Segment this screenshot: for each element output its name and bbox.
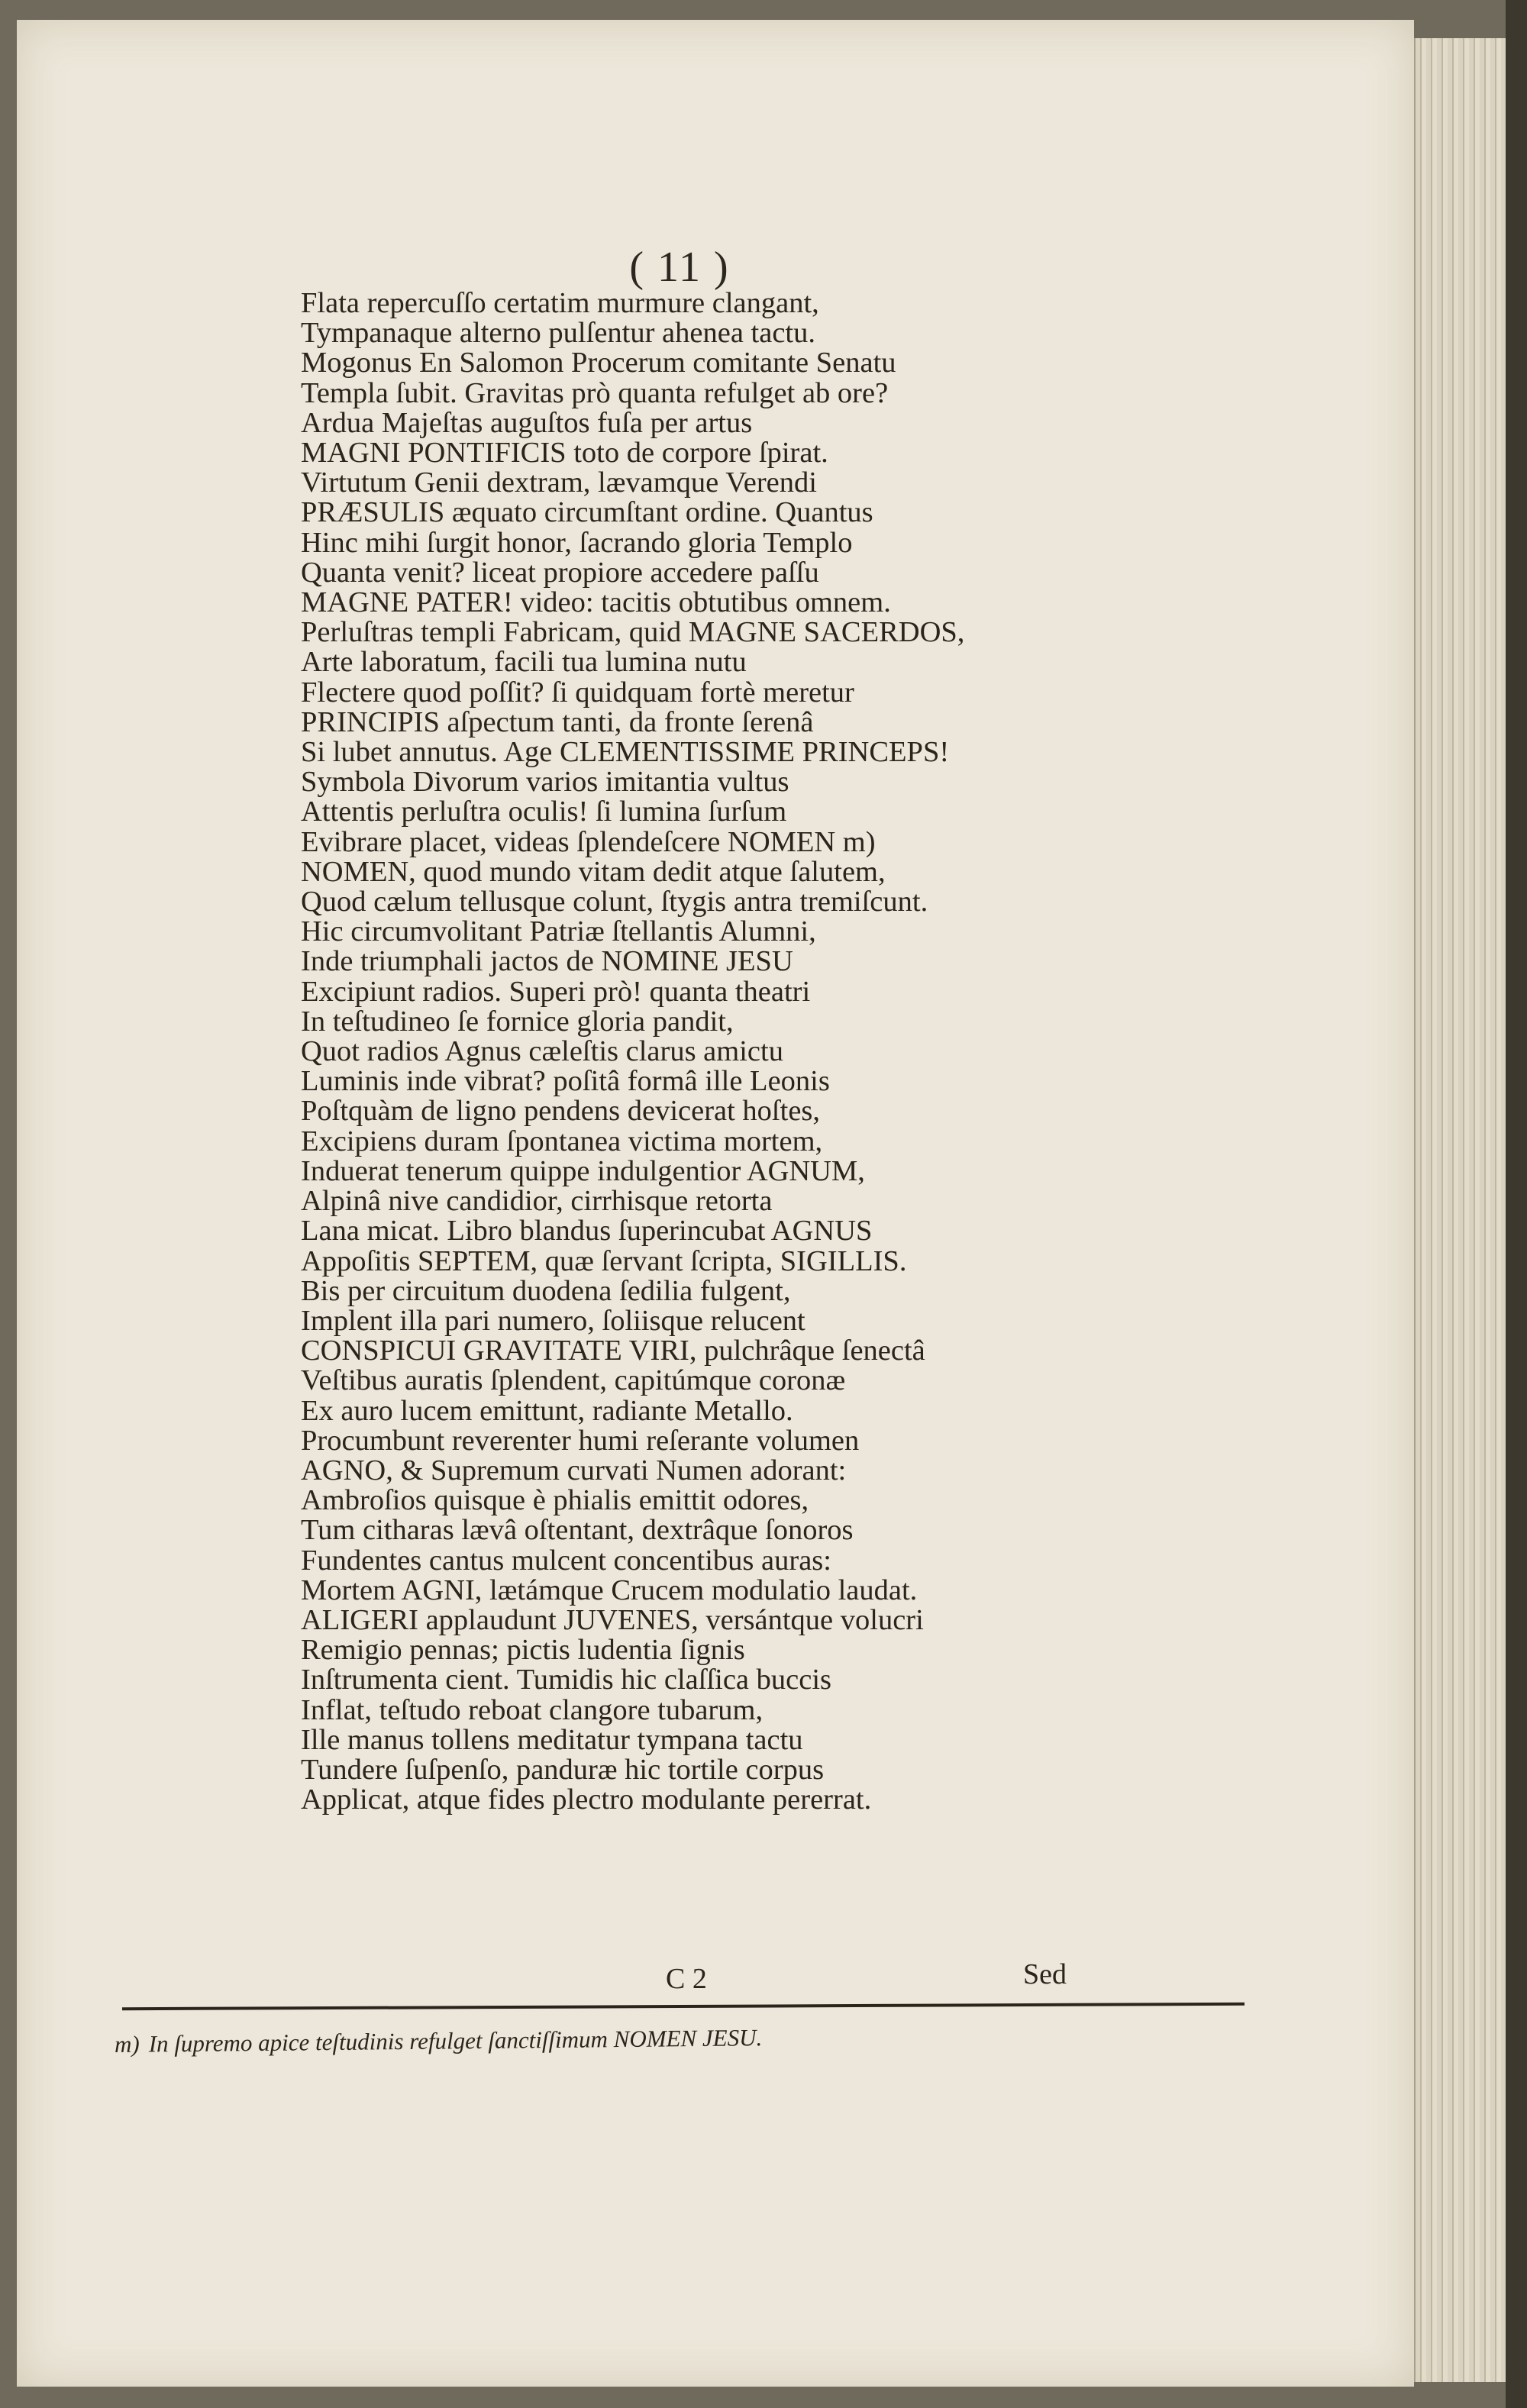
poem-line: MAGNI PONTIFICIS toto de corpore ſpirat. (301, 437, 828, 470)
poem-line: Remigio pennas; pictis ludentia ſignis (301, 1634, 745, 1667)
poem-line: Hic circumvolitant Patriæ ſtellantis Alumni, (301, 915, 816, 948)
poem-line: Quod cælum tellusque colunt, ſtygis antra tremiſcunt. (301, 886, 928, 918)
page-edges (1414, 38, 1507, 2382)
poem-line: Mogonus En Salomon Procerum comitante Senatu (301, 347, 896, 379)
poem-line: Si lubet annutus. Age CLEMENTISSIME PRINCEPS! (301, 736, 950, 769)
footnote-marker: m) (114, 2030, 140, 2058)
poem-line: CONSPICUI GRAVITATE VIRI, pulchrâque ſenectâ (301, 1335, 925, 1367)
printer-signature: C 2 (666, 1963, 707, 1995)
poem-line: Ex auro lucem emittunt, radiante Metallo. (301, 1394, 793, 1427)
poem-line: MAGNE PATER! video: tacitis obtutibus omnem. (301, 586, 891, 619)
poem-line: Alpinâ nive candidior, cirrhisque retorta (301, 1185, 773, 1218)
poem-line: Quanta venit? liceat propiore accedere paſſu (301, 556, 819, 589)
poem-line: PRÆSULIS æquato circumſtant ordine. Quantus (301, 496, 873, 529)
catchword: Sed (1023, 1958, 1067, 1990)
poem-line: Excipiens duram ſpontanea victima mortem, (301, 1125, 823, 1157)
poem-line: Inde triumphali jactos de NOMINE JESU (301, 945, 793, 978)
poem-line: Flata repercuſſo certatim murmure clangant, (301, 287, 819, 319)
poem-line: Tympanaque alterno pulſentur ahenea tactu. (301, 317, 815, 350)
poem-line: Inflat, teſtudo reboat clangore tubarum, (301, 1693, 764, 1726)
poem-line: ALIGERI applaudunt JUVENES, versántque volucri (301, 1603, 924, 1636)
poem-line: Tum citharas lævâ oſtentant, dextrâque ſonoros (301, 1514, 854, 1547)
poem-line: Ambroſios quisque è phialis emittit odores, (301, 1484, 809, 1517)
poem-line: Quot radios Agnus cæleſtis clarus amictu (301, 1035, 783, 1068)
poem-line: Hinc mihi ſurgit honor, ſacrando gloria Templo (301, 526, 853, 559)
poem-line: PRINCIPIS aſpectum tanti, da fronte ſerenâ (301, 705, 814, 738)
poem-line: AGNO, & Supremum curvati Numen adorant: (301, 1454, 847, 1486)
poem-line: Mortem AGNI, lætámque Crucem modulatio laudat. (301, 1574, 918, 1606)
poem-line: Perluſtras templi Fabricam, quid MAGNE SACERDOS, (301, 616, 965, 649)
poem-line: Induerat tenerum quippe indulgentior AGNUM, (301, 1154, 865, 1187)
poem-line: Tundere ſuſpenſo, panduræ hic tortile corpus (301, 1753, 825, 1786)
poem-line: In teſtudineo ſe fornice gloria pandit, (301, 1005, 734, 1038)
page-number: ( 11 ) (629, 244, 730, 291)
poem-line: Inſtrumenta cient. Tumidis hic claſſica buccis (301, 1664, 831, 1696)
poem-line: Veſtibus auratis ſplendent, capitúmque coronæ (301, 1364, 846, 1397)
footnote-text: In ſupremo apice teſtudinis refulget ſanctiſſimum NOMEN JESU. (148, 2024, 763, 2058)
poem-line: Attentis perluſtra oculis! ſi lumina ſurſum (301, 796, 787, 828)
poem-line: Arte laboratum, facili tua lumina nutu (301, 646, 747, 679)
poem-text (301, 289, 1141, 1815)
poem-line: Appoſitis SEPTEM, quæ ſervant ſcripta, SIGILLIS. (301, 1244, 907, 1277)
poem-line: Implent illa pari numero, ſoliisque relucent (301, 1304, 805, 1337)
poem-line: Applicat, atque fides plectro modulante pererrat. (301, 1783, 872, 1816)
poem-line: Excipiunt radios. Superi prò! quanta theatri (301, 975, 811, 1008)
poem-line: Templa ſubit. Gravitas prò quanta refulget ab ore? (301, 376, 889, 409)
poem-line: Procumbunt reverenter humi reſerante volumen (301, 1424, 860, 1457)
poem-line: Flectere quod poſſit? ſi quidquam fortè meretur (301, 676, 854, 709)
poem-line: Symbola Divorum varios imitantia vultus (301, 766, 789, 799)
poem-line: Evibrare placet, videas ſplendeſcere NOMEN m) (301, 825, 876, 858)
poem-line: Poſtquàm de ligno pendens devicerat hoſtes, (301, 1095, 821, 1128)
poem-line: Lana micat. Libro blandus ſuperincubat AGNUS (301, 1215, 873, 1248)
poem-line: Ille manus tollens meditatur tympana tactu (301, 1723, 803, 1756)
poem-line: Bis per circuitum duodena ſedilia fulgent, (301, 1274, 791, 1307)
poem-line: NOMEN, quod mundo vitam dedit atque ſalutem, (301, 855, 886, 888)
poem-line: Ardua Majeſtas auguſtos fuſa per artus (301, 406, 753, 439)
binding-shadow (1506, 0, 1527, 2408)
poem-line: Virtutum Genii dextram, lævamque Verendi (301, 466, 817, 499)
poem-line: Luminis inde vibrat? poſitâ formâ ille Leonis (301, 1065, 830, 1098)
poem-line: Fundentes cantus mulcent concentibus auras: (301, 1544, 831, 1577)
